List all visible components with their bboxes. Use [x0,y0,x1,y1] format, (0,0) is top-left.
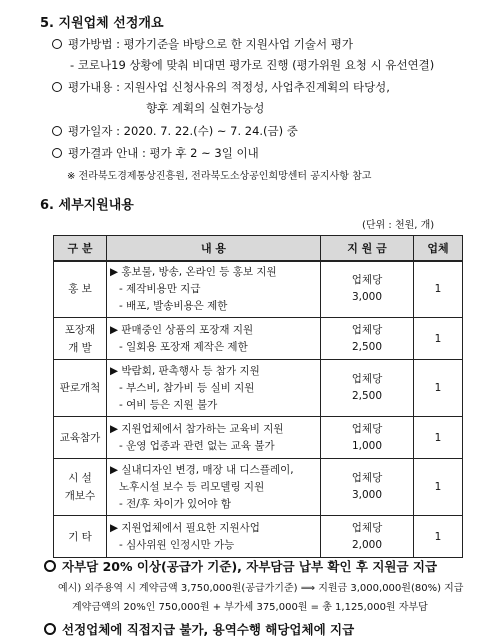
row-amount: 업체당 2,500 [321,318,414,360]
row-category: 판로개척 [54,360,107,417]
table-row [54,360,463,417]
row-amount: 업체당 2,000 [321,516,414,558]
row-amount: 업체당 3,000 [321,261,414,318]
table-row [54,318,463,360]
col-count-header: 업체 [414,236,463,261]
section6-title: 6. 세부지원내용 [40,198,134,213]
eval-date-item: 평가일자 : 2020. 7. 22.(수) ~ 7. 24.(금) 중 [52,123,298,139]
row-amount: 업체당 2,500 [321,360,414,417]
row-count: 1 [414,360,463,417]
circle-bullet-icon [52,148,62,158]
table-row [54,261,463,318]
table-row [54,417,463,459]
payment-notice: 선정업체에 직접지급 불가, 용역수행 해당업체에 지급 [44,620,354,638]
row-category: 홍 보 [54,261,107,318]
row-count: 1 [414,459,463,516]
circle-bullet-icon [52,39,62,49]
table-row [54,459,463,516]
row-category: 포장재 개 발 [54,318,107,360]
eval-content-item: 평가내용 : 지원사업 신청사유의 적정성, 사업추진계획의 타당성, [52,79,390,95]
row-category: 시 설 개보수 [54,459,107,516]
row-count: 1 [414,516,463,558]
eval-method-item: 평가방법 : 평가기준을 바탕으로 한 지원사업 기술서 평가 [52,36,353,52]
row-count: 1 [414,261,463,318]
row-count: 1 [414,318,463,360]
row-content: ▶ 판매중인 상품의 포장재 지원 - 일회용 포장재 제작은 제한 [107,318,321,360]
unit-label: (단위 : 천원, 개) [362,220,435,231]
col-content-header: 내 용 [107,236,321,261]
circle-bullet-icon [44,560,56,572]
row-count: 1 [414,417,463,459]
row-content: ▶ 박람회, 판촉행사 등 참가 지원 - 부스비, 참가비 등 실비 지원 - 여비 등은 지원 불가 [107,360,321,417]
example-line-2: 계약금액의 20%인 750,000원 + 부가세 375,000원 = 총 1,125,000원 자부담 [72,602,428,613]
col-amount-header: 지 원 금 [321,236,414,261]
circle-bullet-icon [44,623,56,635]
table-header-row [54,236,463,261]
self-pay-notice: 자부담 20% 이상(공급가 기준), 자부담금 납부 확인 후 지원금 지급 [44,557,437,575]
circle-bullet-icon [52,126,62,136]
row-category: 교육참가 [54,417,107,459]
row-category: 기 타 [54,516,107,558]
example-line-1: 예시) 외주용역 시 계약금액 3,750,000원(공급가기준) ⟹ 지원금 3,000,000원(80%) 지급 [58,583,464,594]
row-content: ▶ 지원업체에서 필요한 지원사업 - 심사위원 인정시만 가능 [107,516,321,558]
reference-note: ※ 전라북도경제통상진흥원, 전라북도소상공인희망센터 공지사항 참고 [67,171,372,182]
support-table [53,235,463,558]
eval-content-line2: 향후 계획의 실현가능성 [146,101,265,115]
row-content: ▶ 지원업체에서 참가하는 교육비 지원 - 운영 업종과 관련 없는 교육 불가 [107,417,321,459]
row-amount: 업체당 3,000 [321,459,414,516]
eval-result-item: 평가결과 안내 : 평가 후 2 ~ 3일 이내 [52,145,259,161]
row-content: ▶ 실내디자인 변경, 매장 내 디스플레이, 노후시설 보수 등 리모델링 지원 - 전/후 차이가 있어야 함 [107,459,321,516]
col-category-header: 구 분 [54,236,107,261]
eval-method-subline: - 코로나19 상황에 맞춰 비대면 평가로 진행 (평가위원 요청 시 유선연결) [70,58,435,72]
table-row [54,516,463,558]
row-content: ▶ 홍보물, 방송, 온라인 등 홍보 지원 - 제작비용만 지급 - 배포, 발송비용은 제한 [107,261,321,318]
row-amount: 업체당 1,000 [321,417,414,459]
section5-title: 5. 지원업체 선정개요 [40,16,164,31]
circle-bullet-icon [52,82,62,92]
